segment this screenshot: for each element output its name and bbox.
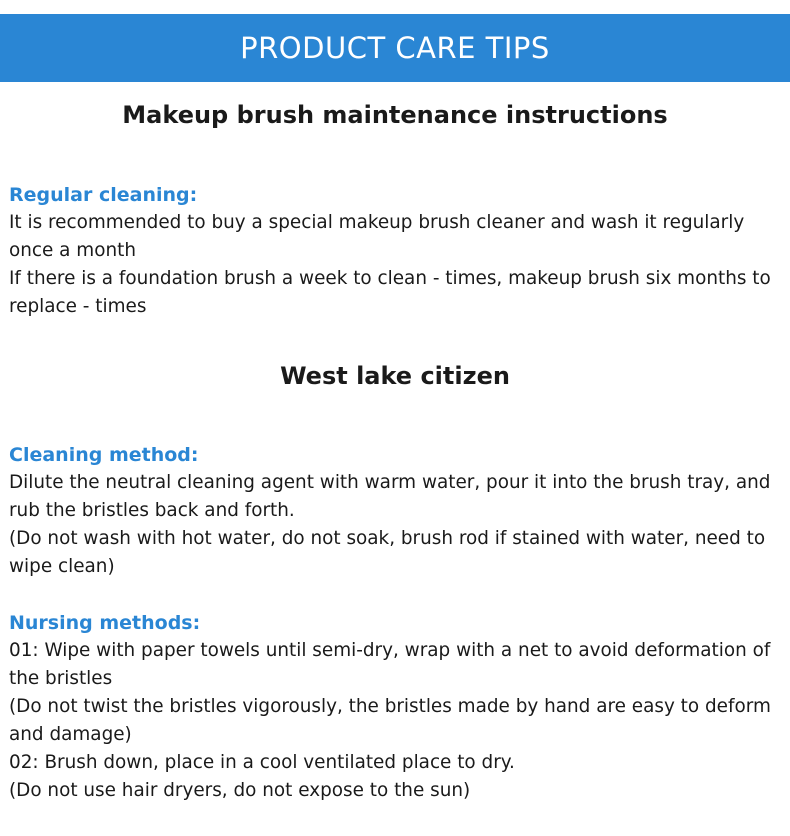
header-banner	[0, 14, 790, 82]
section-heading: Cleaning method:	[9, 444, 199, 466]
section-text: (Do not wash with hot water, do not soak, brush rod if stained with water, need to wipe clean)	[9, 528, 766, 577]
banner-title: PRODUCT CARE TIPS	[240, 31, 550, 65]
section-text: (Do not twist the bristles vigorously, the bristles made by hand are easy to deform and damage)	[9, 696, 771, 745]
section-text: It is recommended to buy a special makeup brush cleaner and wash it regularly once a month	[9, 212, 745, 261]
section-text: If there is a foundation brush a week to clean - times, makeup brush six months to replace - times	[9, 268, 771, 317]
page-subtitle: Makeup brush maintenance instructions	[122, 101, 668, 129]
section-text: 02: Brush down, place in a cool ventilated place to dry.	[9, 752, 515, 773]
section-regular-cleaning	[9, 181, 785, 321]
section-text: 01: Wipe with paper towels until semi-dry, wrap with a net to avoid deformation of the bristles	[9, 640, 771, 689]
section-text: (Do not use hair dryers, do not expose to the sun)	[9, 780, 471, 801]
section-text: Dilute the neutral cleaning agent with warm water, pour it into the brush tray, and rub the bristles back and forth.	[9, 472, 771, 521]
secondary-subtitle: West lake citizen	[280, 362, 510, 390]
section-heading: Regular cleaning:	[9, 184, 198, 206]
section-heading: Nursing methods:	[9, 612, 201, 634]
section-cleaning-method	[9, 441, 785, 581]
section-nursing-methods	[9, 609, 785, 805]
